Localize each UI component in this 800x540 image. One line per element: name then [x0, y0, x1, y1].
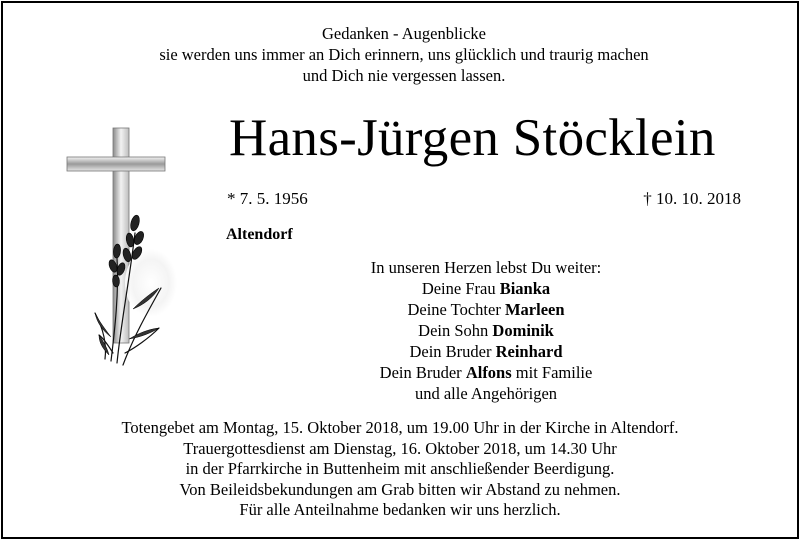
survivor-line [321, 320, 651, 341]
survivor-line [321, 299, 651, 320]
survivor-name: Marleen [504, 300, 565, 319]
service-line: Trauergottesdienst am Dienstag, 16. Oktober 2018, um 14.30 Uhr [183, 438, 617, 458]
obituary-notice [1, 1, 799, 539]
service-line: Für alle Anteilnahme bedanken wir uns herzlich. [239, 500, 561, 519]
survivor-line [321, 362, 651, 383]
relation-suffix: mit Familie [511, 363, 593, 382]
survivors-closing: und alle Angehörigen [414, 384, 558, 403]
survivor-name: Alfons [465, 363, 512, 382]
birth-date: * 7. 5. 1956 [227, 189, 308, 208]
relation: Dein Bruder [379, 363, 466, 382]
hometown: Altendorf [226, 226, 293, 243]
service-line: Von Beileidsbekundungen am Grab bitten wir Abstand zu nehmen. [179, 479, 621, 499]
survivor-name: Reinhard [495, 342, 563, 361]
survivors-intro: In unseren Herzen lebst Du weiter: [370, 258, 602, 277]
poem-line: und Dich nie vergessen lassen. [302, 66, 506, 85]
poem-line: sie werden uns immer an Dich erinnern, uns glücklich und traurig machen [159, 45, 649, 64]
relation: Dein Sohn [418, 321, 493, 340]
survivors-list [321, 257, 651, 404]
death-date: † 10. 10. 2018 [643, 189, 741, 208]
survivor-line [321, 341, 651, 362]
deceased-name: Hans-Jürgen Stöcklein [229, 109, 716, 167]
service-line: in der Pfarrkirche in Buttenheim mit anschließender Beerdigung. [185, 459, 615, 478]
survivor-name: Bianka [499, 279, 551, 298]
survivor-line [321, 278, 651, 299]
poem-line: Gedanken - Augenblicke [321, 24, 487, 43]
relation: Deine Tochter [407, 300, 505, 319]
service-line: Totengebet am Montag, 15. Oktober 2018, um 19.00 Uhr in der Kirche in Altendorf. [121, 418, 679, 437]
memorial-poem [1, 23, 799, 86]
relation: Dein Bruder [409, 342, 496, 361]
service-details [3, 418, 797, 521]
relation: Deine Frau [421, 279, 500, 298]
cross-with-wheat-icon [63, 123, 183, 373]
survivor-name: Dominik [492, 321, 554, 340]
